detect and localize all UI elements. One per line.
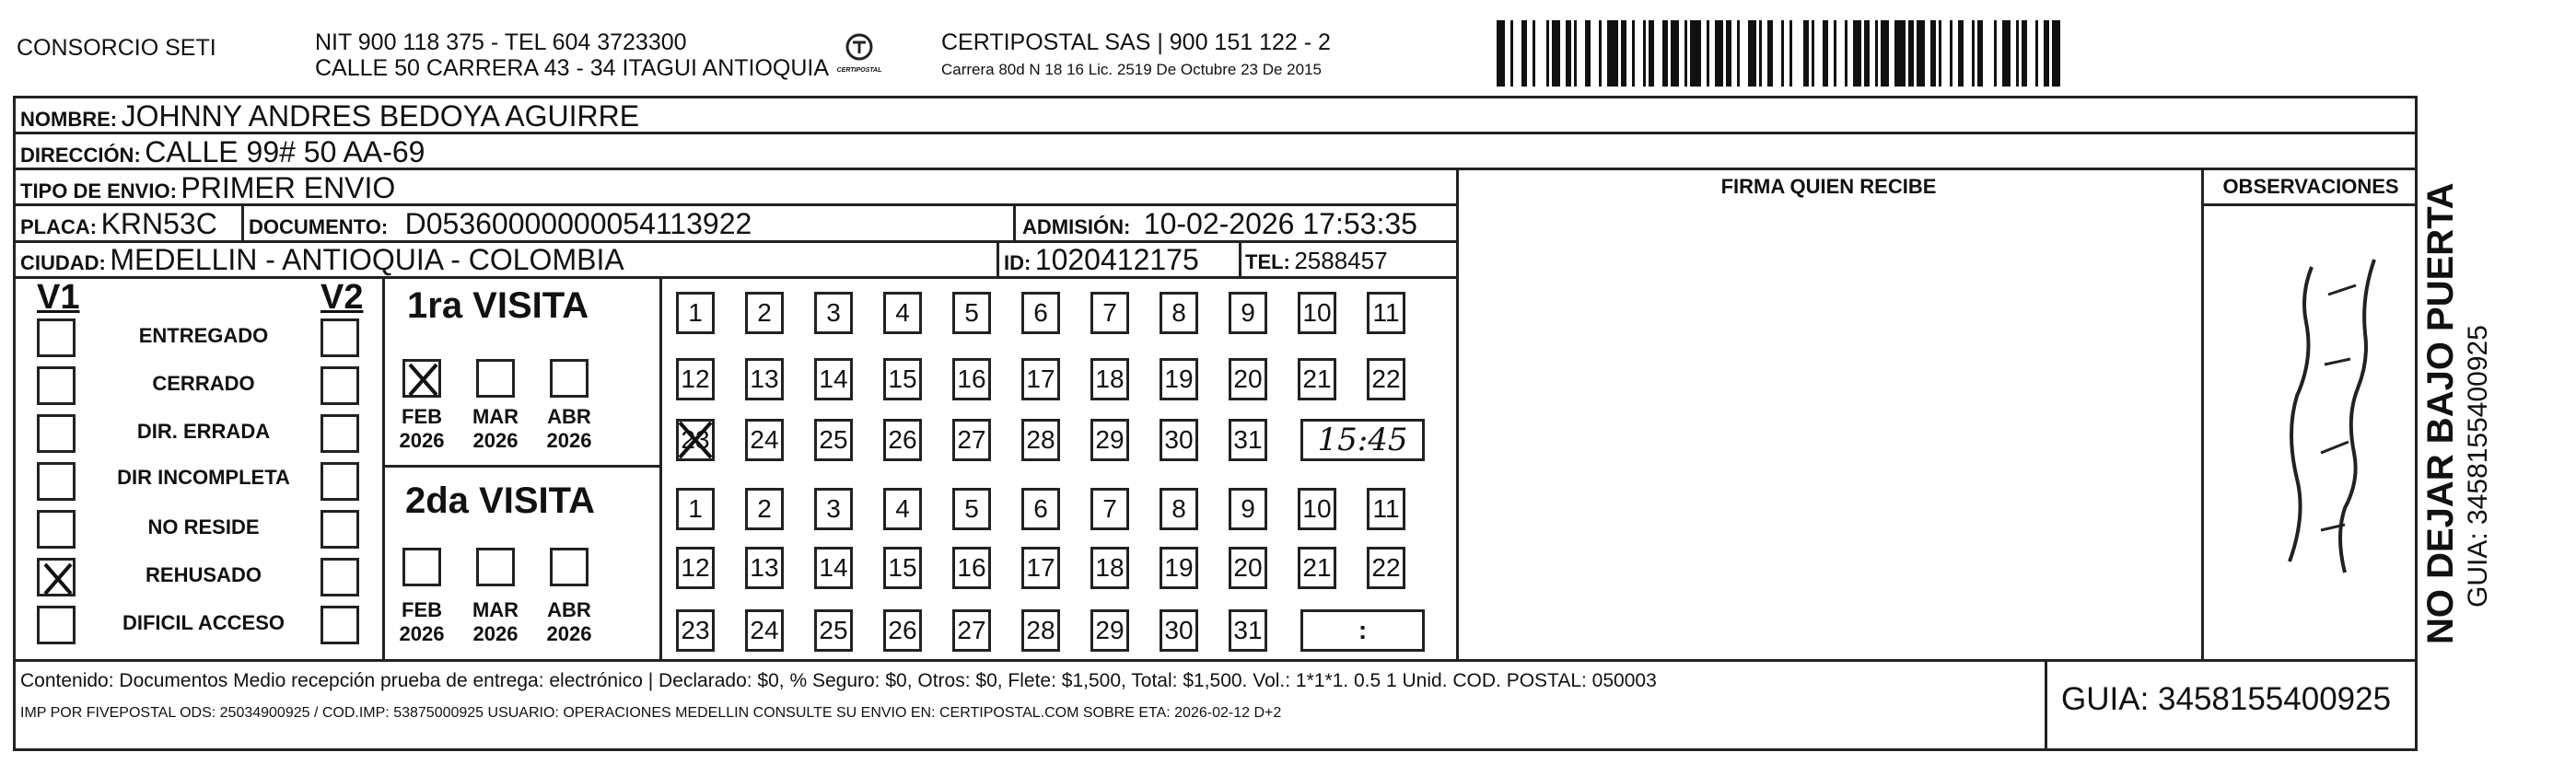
visit2-day-31[interactable]: 31 [1229, 609, 1267, 652]
firma-label: FIRMA QUIEN RECIBE [1720, 175, 1937, 198]
tel-value: 2588457 [1294, 247, 1388, 274]
visit1-day-30[interactable]: 30 [1160, 419, 1198, 461]
ciudad-value: MEDELLIN - ANTIOQUIA - COLOMBIA [110, 243, 624, 276]
footer-guia: GUIA: 3458155400925 [2061, 681, 2392, 717]
visit2-day-11[interactable]: 11 [1367, 488, 1405, 530]
v1-checkbox-cerrado[interactable] [37, 366, 76, 405]
v2-checkbox-dir-incompleta[interactable] [321, 462, 359, 501]
company-name: CONSORCIO SETI [17, 35, 216, 61]
tipo-label: TIPO DE ENVIO: [20, 179, 177, 203]
visit1-month-feb-label: FEB 2026 [399, 405, 445, 452]
certipostal-line1: CERTIPOSTAL SAS | 900 151 122 - 2 [941, 29, 1331, 55]
visit2-month-feb-checkbox[interactable] [402, 548, 441, 586]
visit1-day-8[interactable]: 8 [1160, 292, 1198, 334]
observaciones-label: OBSERVACIONES [2222, 175, 2399, 198]
documento-value: D05360000000054113922 [404, 207, 752, 240]
status-dificil-acceso: DIFICIL ACCESO [122, 611, 285, 634]
visit1-day-26[interactable]: 26 [883, 419, 922, 461]
visit2-month-mar-label: MAR 2026 [472, 598, 519, 645]
visit1-day-24[interactable]: 24 [745, 419, 784, 461]
v2-checkbox-dificil-acceso[interactable] [321, 606, 359, 644]
status-cerrado: CERRADO [152, 372, 255, 395]
visit1-day-27[interactable]: 27 [952, 419, 991, 461]
visit1-day-15[interactable]: 15 [883, 358, 922, 400]
visit2-day-8[interactable]: 8 [1160, 488, 1198, 530]
admision-label: ADMISIÓN: [1022, 215, 1131, 238]
visit2-day-20[interactable]: 20 [1229, 547, 1267, 589]
visit1-day-7[interactable]: 7 [1090, 292, 1129, 334]
visit1-day-14[interactable]: 14 [814, 358, 853, 400]
visit1-month-mar-checkbox[interactable] [476, 359, 515, 398]
visit2-day-19[interactable]: 19 [1160, 547, 1198, 589]
direccion-row [20, 135, 425, 169]
status-rehusado: REHUSADO [146, 563, 262, 586]
visit2-day-25[interactable]: 25 [814, 609, 853, 652]
visit2-day-5[interactable]: 5 [952, 488, 991, 530]
nombre-label: NOMBRE: [20, 108, 118, 131]
visit2-day-3[interactable]: 3 [814, 488, 853, 530]
visit1-day-23[interactable]: 23 [676, 419, 715, 461]
visit2-day-23[interactable]: 23 [676, 609, 715, 652]
visit1-day-19[interactable]: 19 [1160, 358, 1198, 400]
v1-checkbox-dificil-acceso[interactable] [37, 606, 76, 644]
nit-line: NIT 900 118 375 - TEL 604 3723300 [315, 29, 687, 55]
v1-checkbox-rehusado[interactable] [37, 558, 76, 596]
status-dir-incompleta: DIR INCOMPLETA [117, 466, 290, 489]
documento-label: DOCUMENTO: [249, 215, 389, 238]
tel-row [1245, 247, 1388, 275]
direccion-label: DIRECCIÓN: [20, 144, 141, 167]
visit2-day-12[interactable]: 12 [676, 547, 715, 589]
visit1-day-12[interactable]: 12 [676, 358, 715, 400]
visit1-day-4[interactable]: 4 [883, 292, 922, 334]
visit2-day-15[interactable]: 15 [883, 547, 922, 589]
visit2-day-27[interactable]: 27 [952, 609, 991, 652]
visit2-day-18[interactable]: 18 [1090, 547, 1129, 589]
visit2-day-24[interactable]: 24 [745, 609, 784, 652]
visit1-day-25[interactable]: 25 [814, 419, 853, 461]
visit1-day-3[interactable]: 3 [814, 292, 853, 334]
visit1-day-6[interactable]: 6 [1021, 292, 1060, 334]
visit2-day-6[interactable]: 6 [1021, 488, 1060, 530]
id-label: ID: [1004, 251, 1032, 274]
ciudad-label: CIUDAD: [20, 251, 106, 274]
footer-imp-line: IMP POR FIVEPOSTAL ODS: 25034900925 / COD.IMP: 53875000925 USUARIO: OPERACIONES MEDELLIN CONSULTE SU ENVIO EN: CERTIPOSTAL.COM SOBRE ETA: 2026-02-12 D+2 [20, 705, 1282, 721]
visit2-day-2[interactable]: 2 [745, 488, 784, 530]
visit1-month-feb-checkbox[interactable] [402, 359, 441, 398]
placa-value: KRN53C [100, 207, 217, 240]
visit1-day-2[interactable]: 2 [745, 292, 784, 334]
visit2-day-17[interactable]: 17 [1021, 547, 1060, 589]
certipostal-logo-icon [838, 33, 880, 75]
visit2-day-13[interactable]: 13 [745, 547, 784, 589]
visit2-month-mar-checkbox[interactable] [476, 548, 515, 586]
documento-row [249, 207, 752, 241]
visit2-day-10[interactable]: 10 [1298, 488, 1336, 530]
visit1-day-9[interactable]: 9 [1229, 292, 1267, 334]
visit1-day-18[interactable]: 18 [1090, 358, 1129, 400]
visit1-day-5[interactable]: 5 [952, 292, 991, 334]
v2-checkbox-dir-errada[interactable] [321, 414, 359, 453]
barcode [1497, 20, 2224, 87]
visit1-day-22[interactable]: 22 [1367, 358, 1405, 400]
tipo-value: PRIMER ENVIO [181, 171, 396, 204]
tipo-row [20, 171, 395, 205]
nombre-value: JOHNNY ANDRES BEDOYA AGUIRRE [121, 99, 640, 133]
status-dir-errada: DIR. ERRADA [136, 420, 271, 443]
direccion-value: CALLE 99# 50 AA-69 [145, 135, 425, 168]
visit1-title: 1ra VISITA [407, 285, 589, 326]
placa-label: PLACA: [20, 215, 98, 238]
visit2-day-4[interactable]: 4 [883, 488, 922, 530]
visit2-month-abr-label: ABR 2026 [546, 598, 592, 645]
visit1-day-21[interactable]: 21 [1298, 358, 1336, 400]
id-value: 1020412175 [1034, 243, 1199, 276]
footer-content-line: Contenido: Documentos Medio recepción prueba de entrega: electrónico | Declarado: $0, % Seguro: $0, Otros: $0, Flete: $1,500, Total: $1,500. Vol.: 1*1*1. 0.5 1 Unid. COD. POSTAL: 050003 [20, 670, 1657, 691]
visit2-day-28[interactable]: 28 [1021, 609, 1060, 652]
tel-label: TEL: [1245, 250, 1290, 273]
visit2-day-7[interactable]: 7 [1090, 488, 1129, 530]
visit2-time-box[interactable]: : [1300, 609, 1425, 652]
v1-checkbox-dir-incompleta[interactable] [37, 462, 76, 501]
visit2-day-9[interactable]: 9 [1229, 488, 1267, 530]
admision-row [1022, 207, 1417, 241]
visit1-month-abr-checkbox[interactable] [550, 359, 589, 398]
v1-label: V1 [37, 278, 80, 317]
visit1-day-1[interactable]: 1 [676, 292, 715, 334]
visit2-day-26[interactable]: 26 [883, 609, 922, 652]
admision-value: 10-02-2026 17:53:35 [1143, 207, 1417, 240]
ciudad-row [20, 243, 624, 277]
v2-checkbox-cerrado[interactable] [321, 366, 359, 405]
visit1-day-17[interactable]: 17 [1021, 358, 1060, 400]
nombre-row [20, 99, 639, 133]
status-entregado: ENTREGADO [138, 324, 269, 347]
visit1-day-13[interactable]: 13 [745, 358, 784, 400]
v1-checkbox-no-reside[interactable] [37, 510, 76, 549]
visit2-month-feb-label: FEB 2026 [399, 598, 445, 645]
visit2-day-22[interactable]: 22 [1367, 547, 1405, 589]
v2-checkbox-no-reside[interactable] [321, 510, 359, 549]
visit2-day-14[interactable]: 14 [814, 547, 853, 589]
visit1-day-28[interactable]: 28 [1021, 419, 1060, 461]
certipostal-line2: Carrera 80d N 18 16 Lic. 2519 De Octubre 23 De 2015 [941, 61, 1322, 78]
side-guia: GUIA: 3458155400925 [2463, 325, 2493, 608]
v2-checkbox-entregado[interactable] [321, 318, 359, 357]
id-row [1004, 243, 1199, 277]
handwritten-observation [2275, 249, 2413, 635]
v1-checkbox-entregado[interactable] [37, 318, 76, 357]
visit2-day-29[interactable]: 29 [1090, 609, 1129, 652]
address-line: CALLE 50 CARRERA 43 - 34 ITAGUI ANTIOQUIA [315, 55, 830, 81]
visit1-month-abr-label: ABR 2026 [546, 405, 592, 452]
visit1-day-31[interactable]: 31 [1229, 419, 1267, 461]
v2-label: V2 [321, 278, 364, 317]
side-notice: NO DEJAR BAJO PUERTA [2420, 182, 2461, 644]
visit1-day-29[interactable]: 29 [1090, 419, 1129, 461]
visit1-day-16[interactable]: 16 [952, 358, 991, 400]
visit2-day-16[interactable]: 16 [952, 547, 991, 589]
visit1-time-box[interactable]: 15:45 [1300, 419, 1425, 461]
placa-row [20, 207, 217, 241]
status-no-reside: NO RESIDE [147, 515, 260, 538]
v1-checkbox-dir-errada[interactable] [37, 414, 76, 453]
visit1-day-20[interactable]: 20 [1229, 358, 1267, 400]
visit2-month-abr-checkbox[interactable] [550, 548, 589, 586]
v2-checkbox-rehusado[interactable] [321, 558, 359, 596]
visit1-day-11[interactable]: 11 [1367, 292, 1405, 334]
visit2-title: 2da VISITA [405, 480, 595, 521]
visit1-day-10[interactable]: 10 [1298, 292, 1336, 334]
visit2-day-21[interactable]: 21 [1298, 547, 1336, 589]
visit2-day-30[interactable]: 30 [1160, 609, 1198, 652]
visit2-day-1[interactable]: 1 [676, 488, 715, 530]
visit1-month-mar-label: MAR 2026 [472, 405, 519, 452]
logo-text: CERTIPOSTAL [836, 67, 882, 74]
